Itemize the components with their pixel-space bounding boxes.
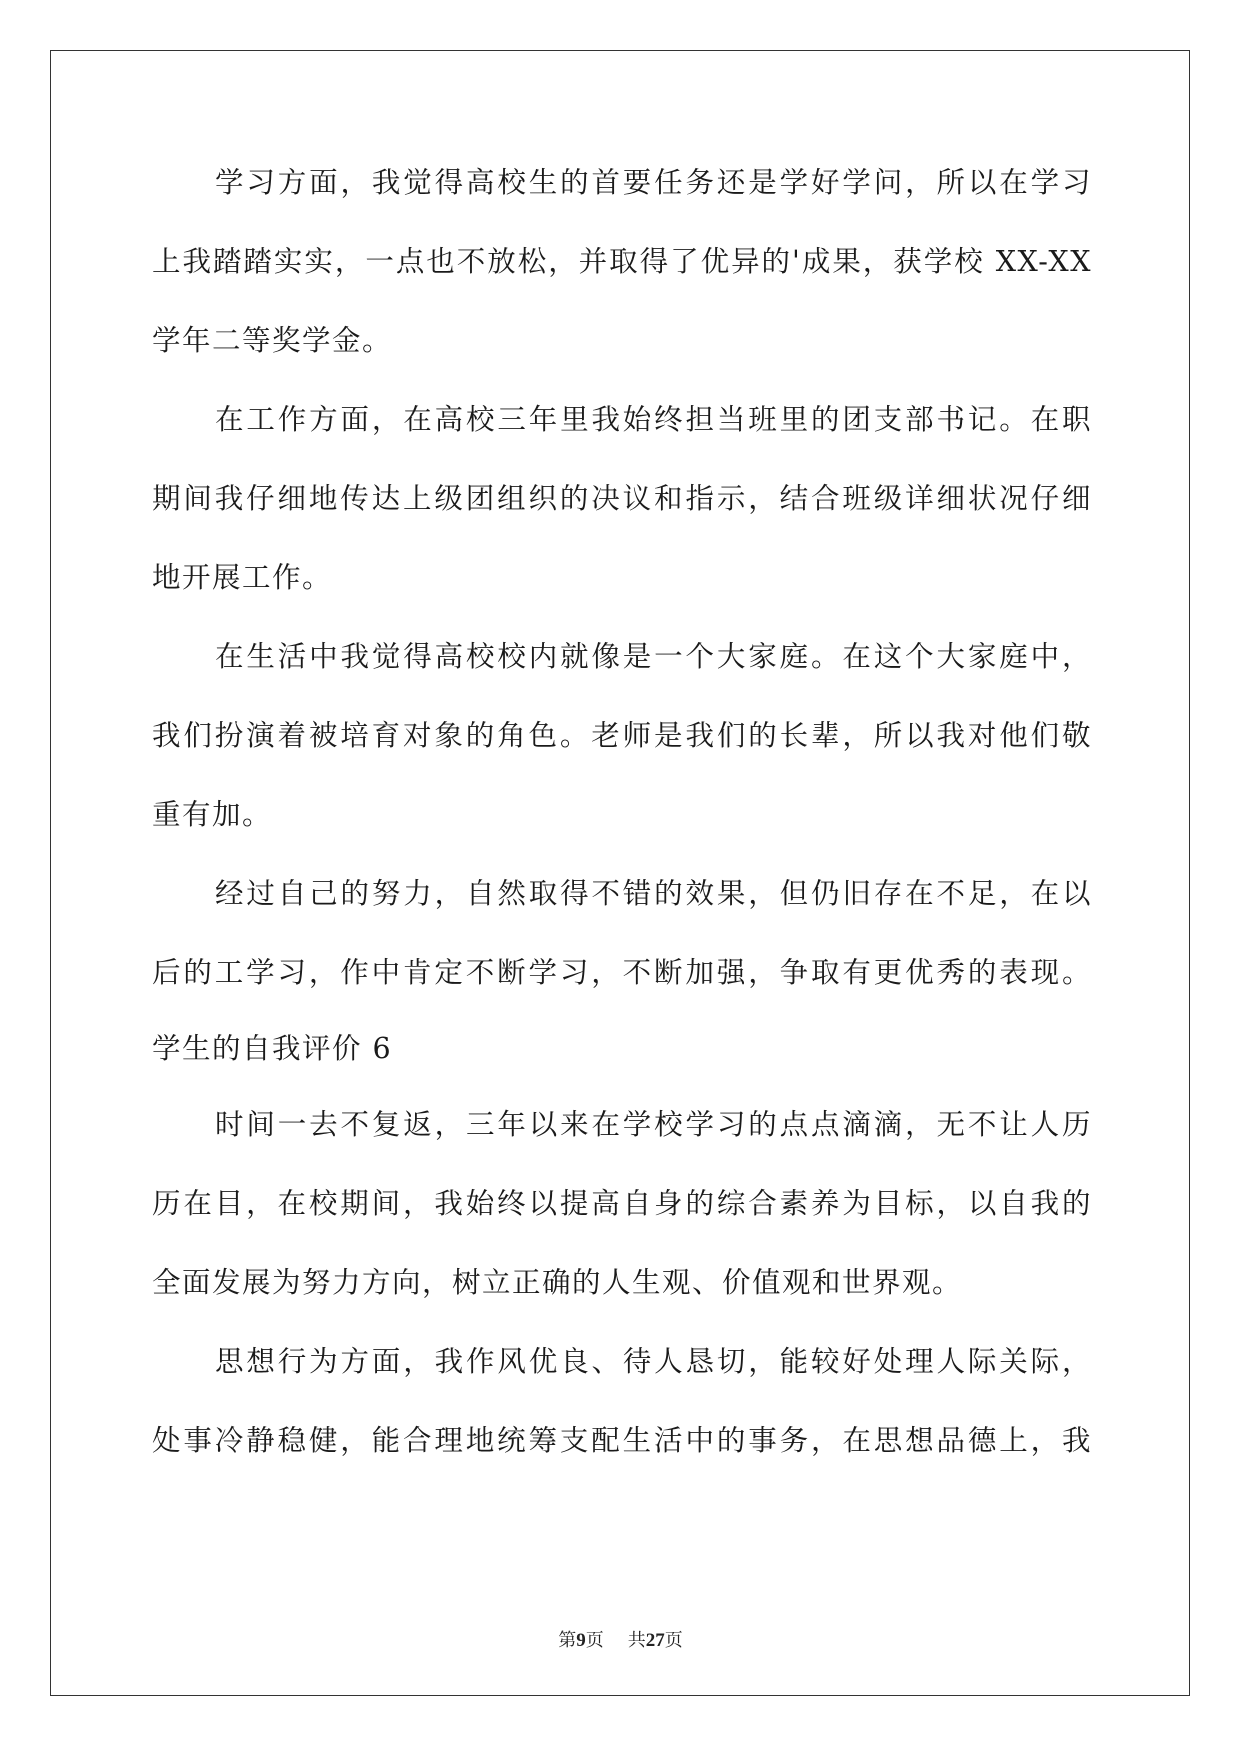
page-total: 27 <box>645 1630 665 1651</box>
paragraph-line: 经过自己的努力，自然取得不错的效果，但仍旧存在不足，在以 <box>215 877 1092 910</box>
paragraph-line: 上我踏踏实实，一点也不放松，并取得了优异的'成果，获学校 XX-XX <box>152 245 1092 278</box>
paragraph-line: 我们扮演着被培育对象的角色。老师是我们的长辈，所以我对他们敬 <box>152 719 1092 752</box>
total-prefix: 共 <box>627 1630 646 1651</box>
paragraph-line: 在工作方面，在高校三年里我始终担当班里的团支部书记。在职 <box>215 403 1092 436</box>
document-body <box>152 163 1092 1500</box>
page-suffix: 页 <box>585 1630 604 1651</box>
section-heading: 学生的自我评价 6 <box>152 1032 393 1065</box>
paragraph-line: 处事冷静稳健，能合理地统筹支配生活中的事务，在思想品德上，我 <box>152 1424 1092 1457</box>
page-footer <box>0 1629 1241 1653</box>
paragraph-line: 后的工学习，作中肯定不断学习，不断加强，争取有更优秀的表现。 <box>152 956 1092 989</box>
page-prefix: 第 <box>558 1630 577 1651</box>
paragraph-line: 在生活中我觉得高校校内就像是一个大家庭。在这个大家庭中， <box>215 640 1092 673</box>
paragraph-line: 期间我仔细地传达上级团组织的决议和指示，结合班级详细状况仔细 <box>152 482 1092 515</box>
paragraph-line: 学习方面，我觉得高校生的首要任务还是学好学问，所以在学习 <box>215 166 1092 199</box>
paragraph-line: 学年二等奖学金。 <box>152 324 393 357</box>
paragraph-line: 时间一去不复返，三年以来在学校学习的点点滴滴，无不让人历 <box>215 1108 1092 1141</box>
paragraph-line: 地开展工作。 <box>152 561 333 594</box>
paragraph-line: 思想行为方面，我作风优良、待人恳切，能较好处理人际关际， <box>215 1345 1092 1378</box>
page-current: 9 <box>576 1630 586 1651</box>
paragraph-line: 重有加。 <box>152 798 273 831</box>
total-suffix: 页 <box>664 1630 683 1651</box>
paragraph-line: 历在目，在校期间，我始终以提高自身的综合素养为目标，以自我的 <box>152 1187 1092 1220</box>
paragraph-line: 全面发展为努力方向，树立正确的人生观、价值观和世界观。 <box>152 1266 963 1299</box>
